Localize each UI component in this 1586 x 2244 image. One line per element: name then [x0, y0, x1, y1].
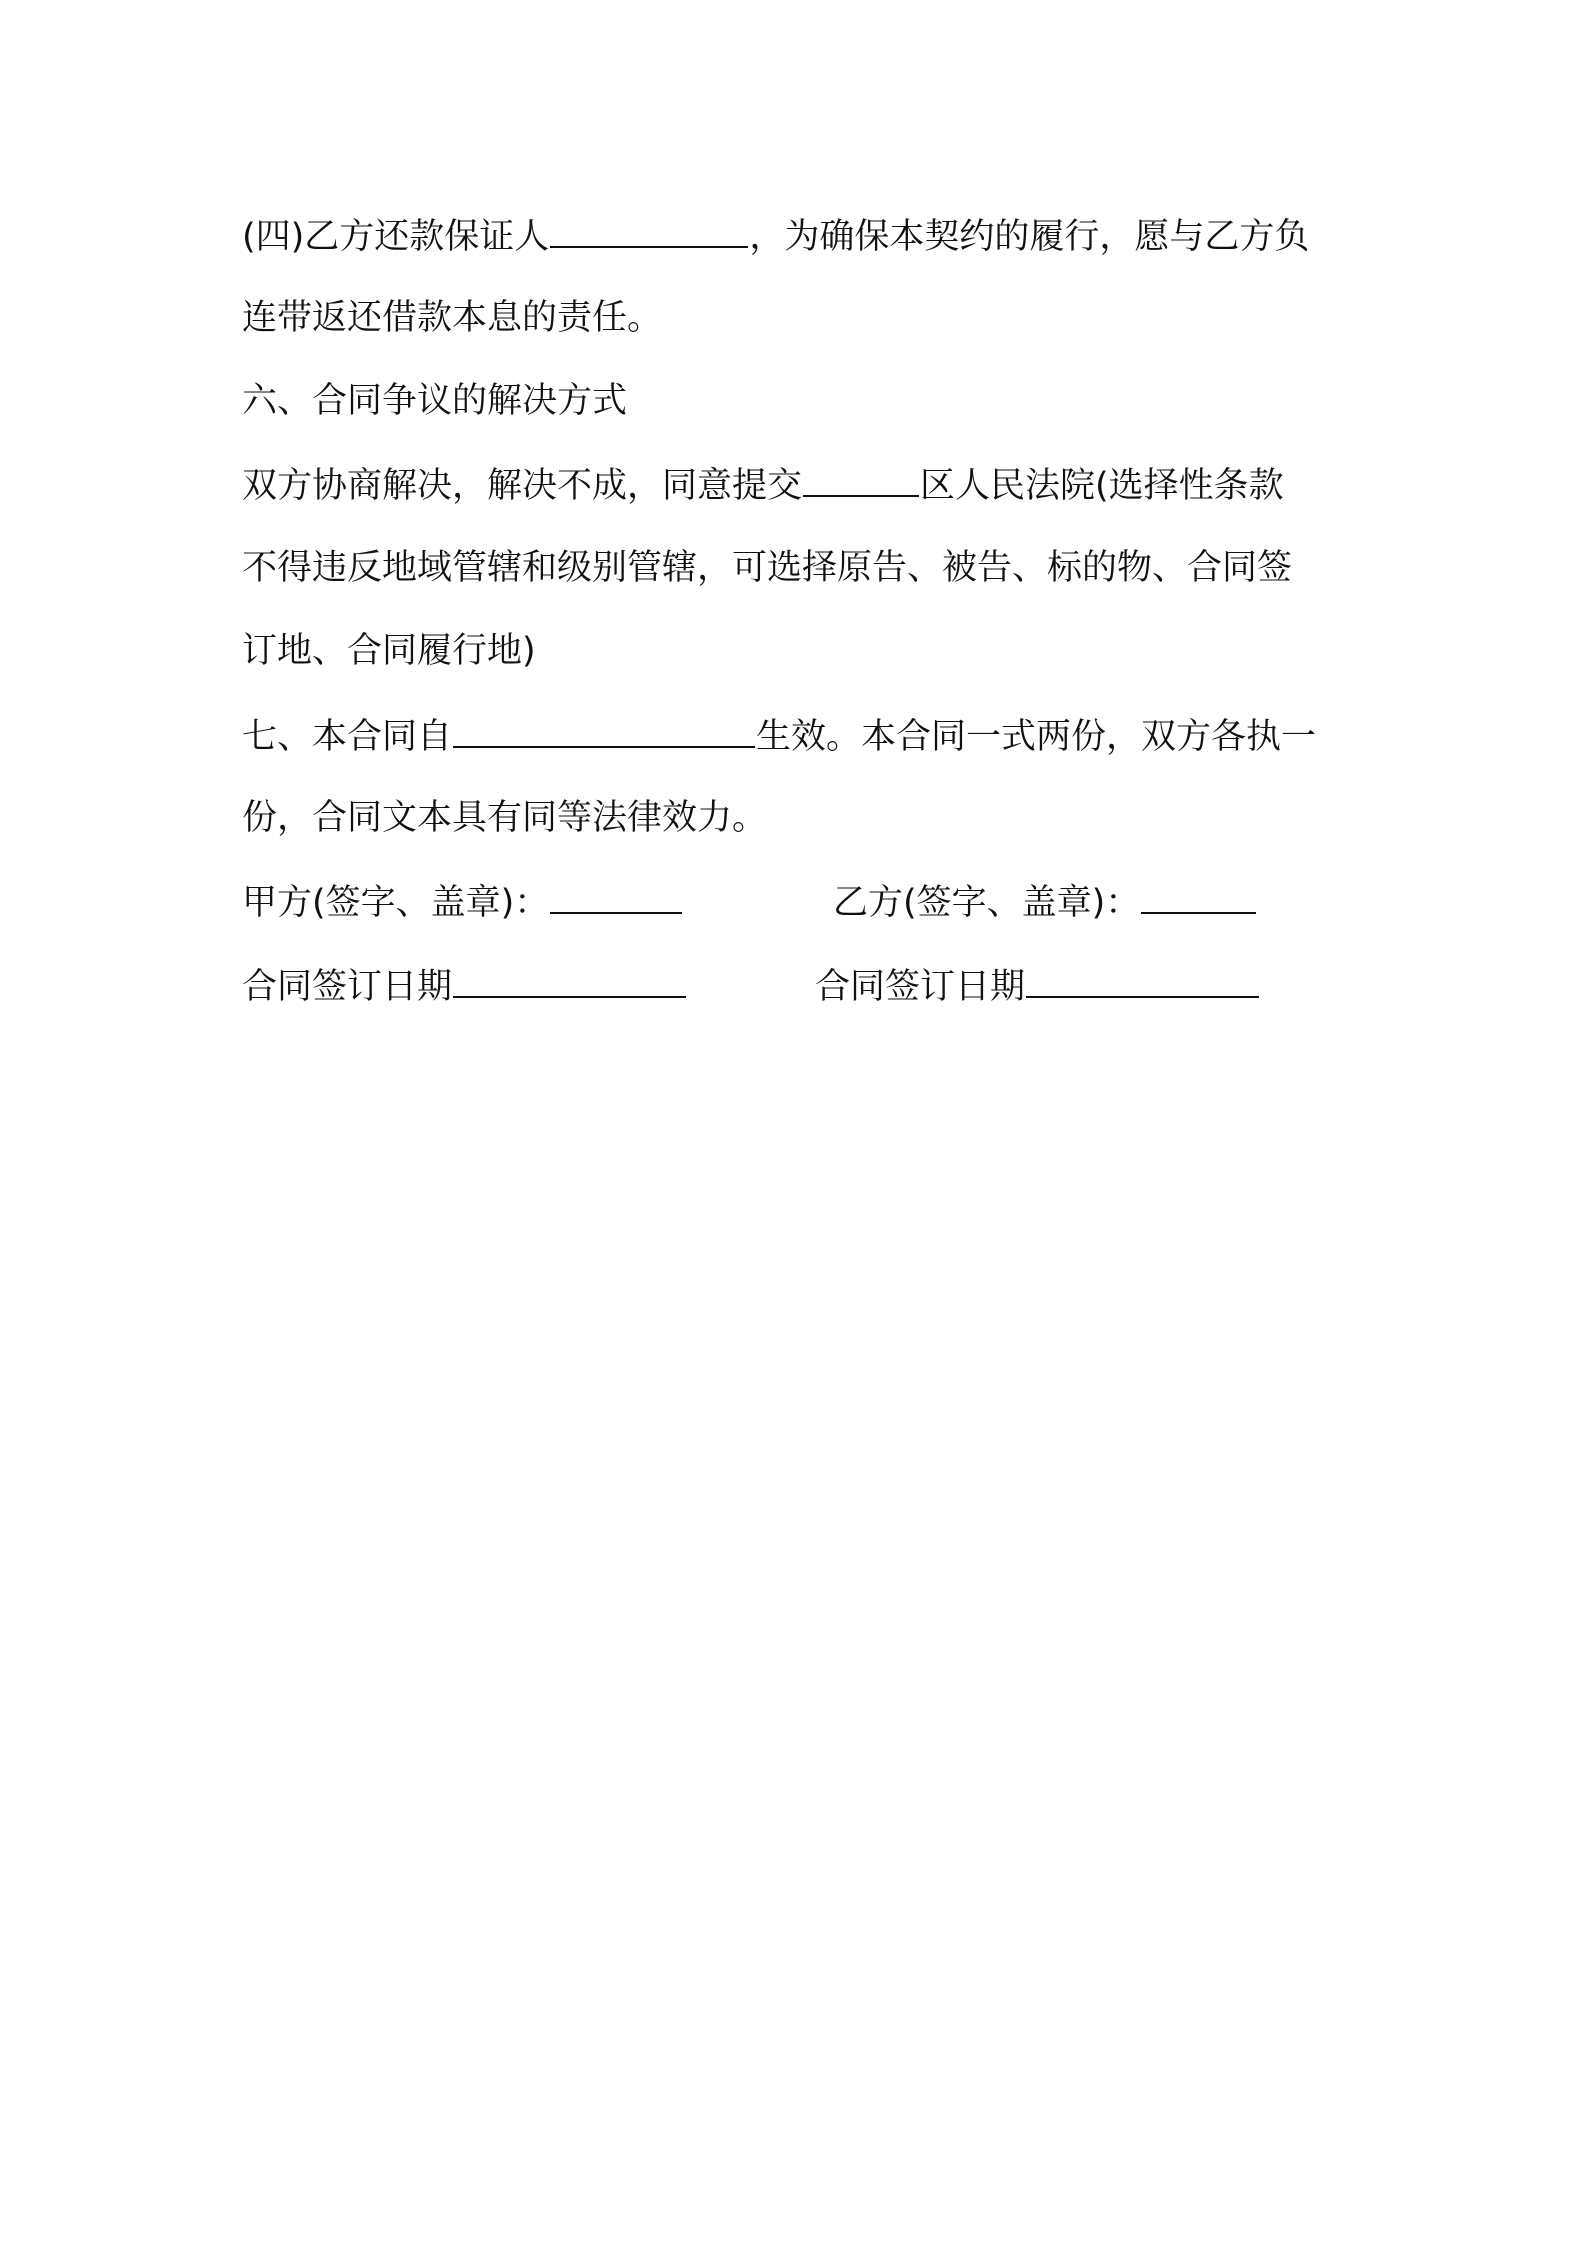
section-7-text-c: 份，合同文本具有同等法律效力。: [242, 798, 768, 838]
party-b-date-blank[interactable]: [1026, 960, 1259, 998]
party-b-sign-label: 乙方(签字、盖章)：: [833, 883, 1141, 923]
section-6-line-1: [242, 459, 1284, 511]
effective-date-blank[interactable]: [453, 710, 755, 748]
party-b-date-label: 合同签订日期: [815, 967, 1026, 1007]
party-b-sign-blank[interactable]: [1141, 876, 1256, 914]
section-6-title: [242, 376, 627, 426]
guarantor-blank[interactable]: [550, 210, 748, 248]
party-a-date-label: 合同签订日期: [242, 967, 453, 1007]
party-b-signature: [833, 876, 1257, 928]
section-6-text-a: 双方协商解决，解决不成，同意提交: [242, 466, 803, 506]
section-7-line-2: [242, 793, 767, 843]
section-6-text-b: 区人民法院(选择性条款: [920, 466, 1284, 506]
party-a-signature: [242, 876, 683, 928]
party-a-sign-label: 甲方(签字、盖章)：: [242, 883, 550, 923]
court-blank[interactable]: [803, 459, 919, 497]
section-6-line-3: [242, 626, 536, 676]
section-7-text-a: 七、本合同自: [242, 717, 453, 757]
section-6-title-text: 六、合同争议的解决方式: [242, 381, 628, 421]
party-b-date: [815, 960, 1260, 1012]
clause-4-line-2: [242, 293, 662, 343]
clause-4-text-b: ，为确保本契约的履行，愿与乙方负: [749, 217, 1310, 257]
section-6-line-2: [242, 543, 1292, 593]
party-a-date: [242, 960, 687, 1012]
section-7-line-1: [242, 710, 1316, 762]
clause-4-line-1: [242, 210, 1309, 262]
section-6-text-d: 订地、合同履行地): [242, 631, 536, 671]
party-a-sign-blank[interactable]: [550, 876, 682, 914]
clause-4-text-a: (四)乙方还款保证人: [242, 217, 550, 257]
section-6-text-c: 不得违反地域管辖和级别管辖，可选择原告、被告、标的物、合同签: [242, 548, 1293, 588]
clause-4-text-c: 连带返还借款本息的责任。: [242, 298, 663, 338]
section-7-text-b: 生效。本合同一式两份，双方各执一: [756, 717, 1317, 757]
party-a-date-blank[interactable]: [453, 960, 686, 998]
